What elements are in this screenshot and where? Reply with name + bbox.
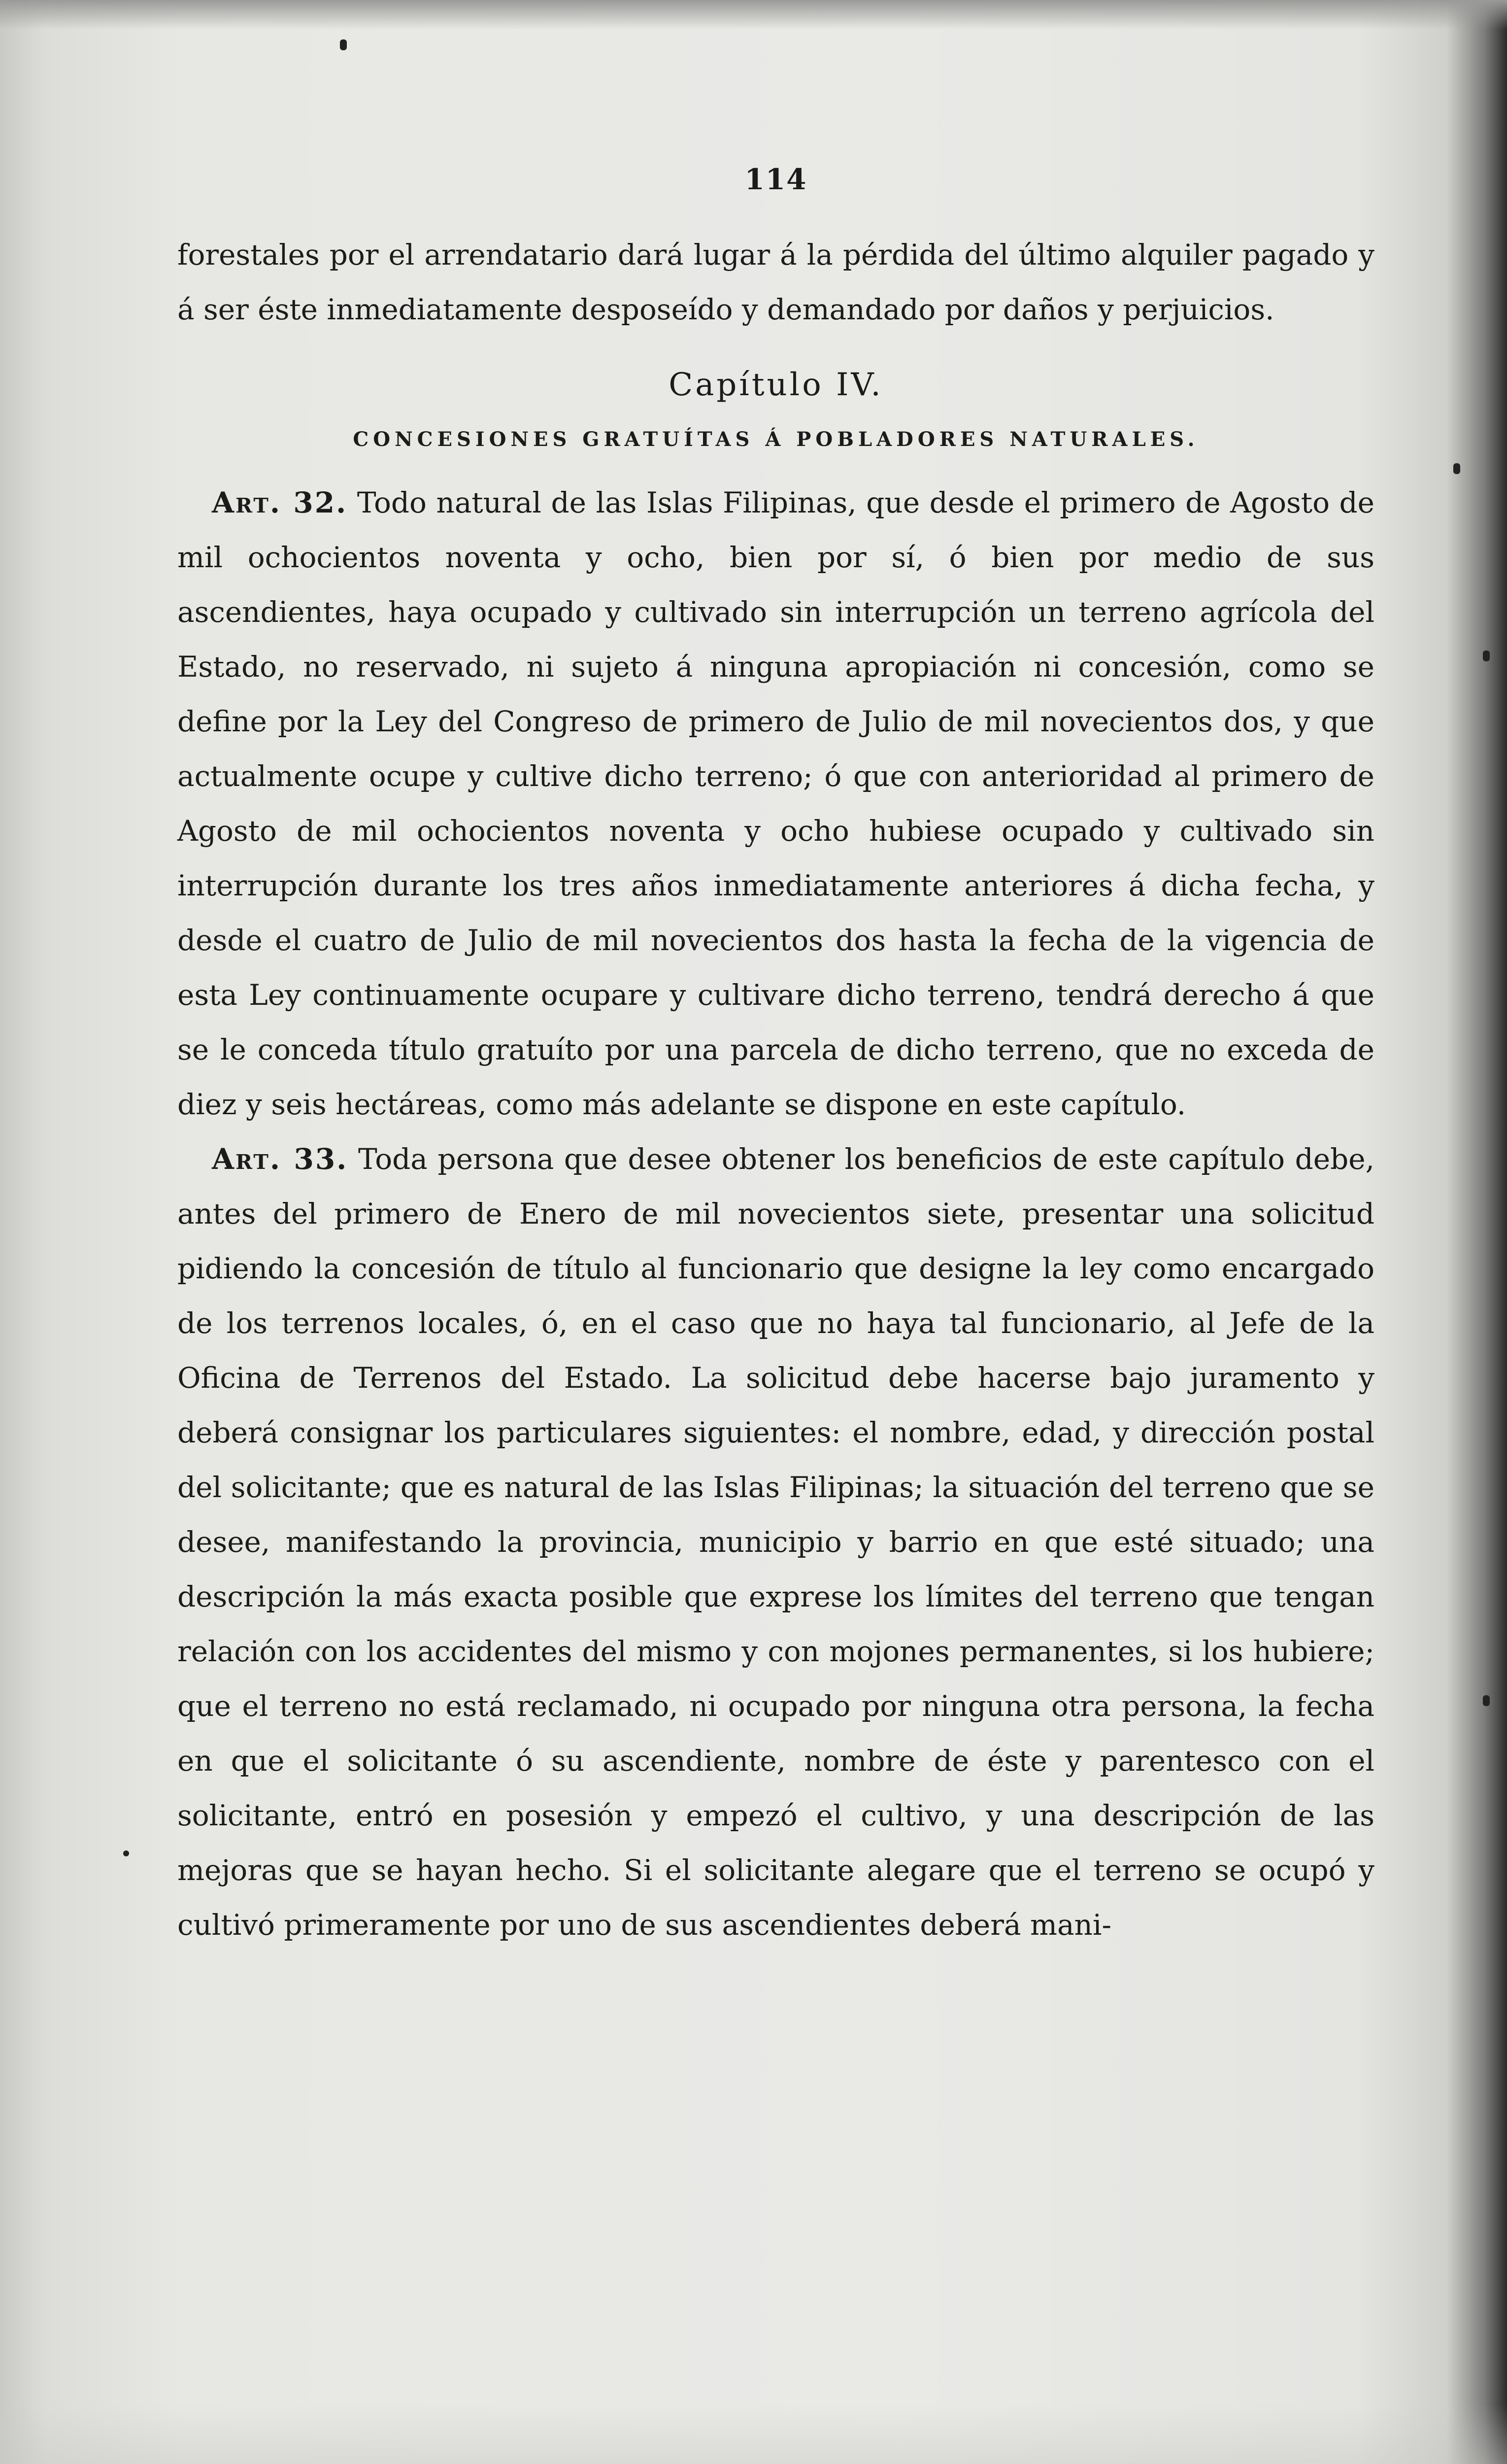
top-edge-shadow [0, 0, 1507, 30]
chapter-subtitle: CONCESIONES GRATUÍTAS Á POBLADORES NATURALES. [353, 428, 1199, 451]
bottom-page-shade [0, 2404, 1507, 2464]
article-text: Toda persona que desee obtener los beneficios de este capítulo debe, antes del primero de Enero de mil novecientos siete, presentar una solicitud pidiendo la concesión de título al funcionario que designe la ley como encargado de los terrenos locales, ó, en el caso que no haya tal funcionario, al Jefe de la Oficina de Terrenos del Estado. La solicitud debe hacerse bajo juramento y deberá consignar los particulares siguientes: el nombre, edad, y dirección postal del solicitante; que es natural de las Islas Filipinas; la situación del terreno que se desee, manifestando la provincia, municipio y barrio en que esté situado; una descripción la más exacta posible que exprese los límites del terreno que tengan relación con los accidentes del mismo y con mojones permanentes, si los hubiere; que el terreno no está reclamado, ni ocupado por ninguna otra persona, la fecha en que el solicitante ó su ascendiente, nombre de éste y parentesco con el solicitante, entró en posesión y empezó el cultivo, y una descripción de las mejoras que se hayan hecho. Si el solicitante alegare que el terreno se ocupó y cultivó primeramente por uno de sus ascendientes deberá mani- [177, 1142, 1375, 1942]
article-label: Art. 33. [212, 1142, 348, 1176]
page-number: 114 [744, 163, 807, 196]
article-33 [177, 1132, 1374, 1952]
opening-paragraph: forestales por el arrendatario dará lugar á la pérdida del último alquiler pagado y á ser éste inmediatamente desposeído y demandado por daños y perjuicios. [177, 238, 1374, 326]
article-label: Art. 32. [212, 486, 348, 519]
document-page [177, 163, 1374, 1952]
margin-mark [1483, 1695, 1490, 1706]
speck-mark [340, 39, 347, 50]
article-text: Todo natural de las Islas Filipinas, que desde el primero de Agosto de mil ochocientos noventa y ocho, bien por sí, ó bien por medio de sus ascendientes, haya ocupado y cultivado sin interrupción un terreno agrícola del Estado, no reservado, ni sujeto á ninguna apropiación ni concesión, como se define por la Ley del Congreso de primero de Julio de mil novecientos dos, y que actualmente ocupe y cultive dicho terreno; ó que con anterioridad al primero de Agosto de mil ochocientos noventa y ocho hubiese ocupado y cultivado sin interrupción durante los tres años inmediatamente anteriores á dicha fecha, y desde el cuatro de Julio de mil novecientos dos hasta la fecha de la vigencia de esta Ley continuamente ocupare y cultivare dicho terreno, tendrá derecho á que se le conceda título gratuíto por una parcela de dicho terreno, que no exceda de diez y seis hectáreas, como más adelante se dispone en este capítulo. [177, 486, 1375, 1121]
margin-mark [1453, 463, 1460, 474]
article-32 [177, 476, 1374, 1132]
margin-mark [1483, 650, 1490, 661]
chapter-title: Capítulo IV. [669, 367, 883, 403]
speck-mark [123, 1850, 129, 1856]
